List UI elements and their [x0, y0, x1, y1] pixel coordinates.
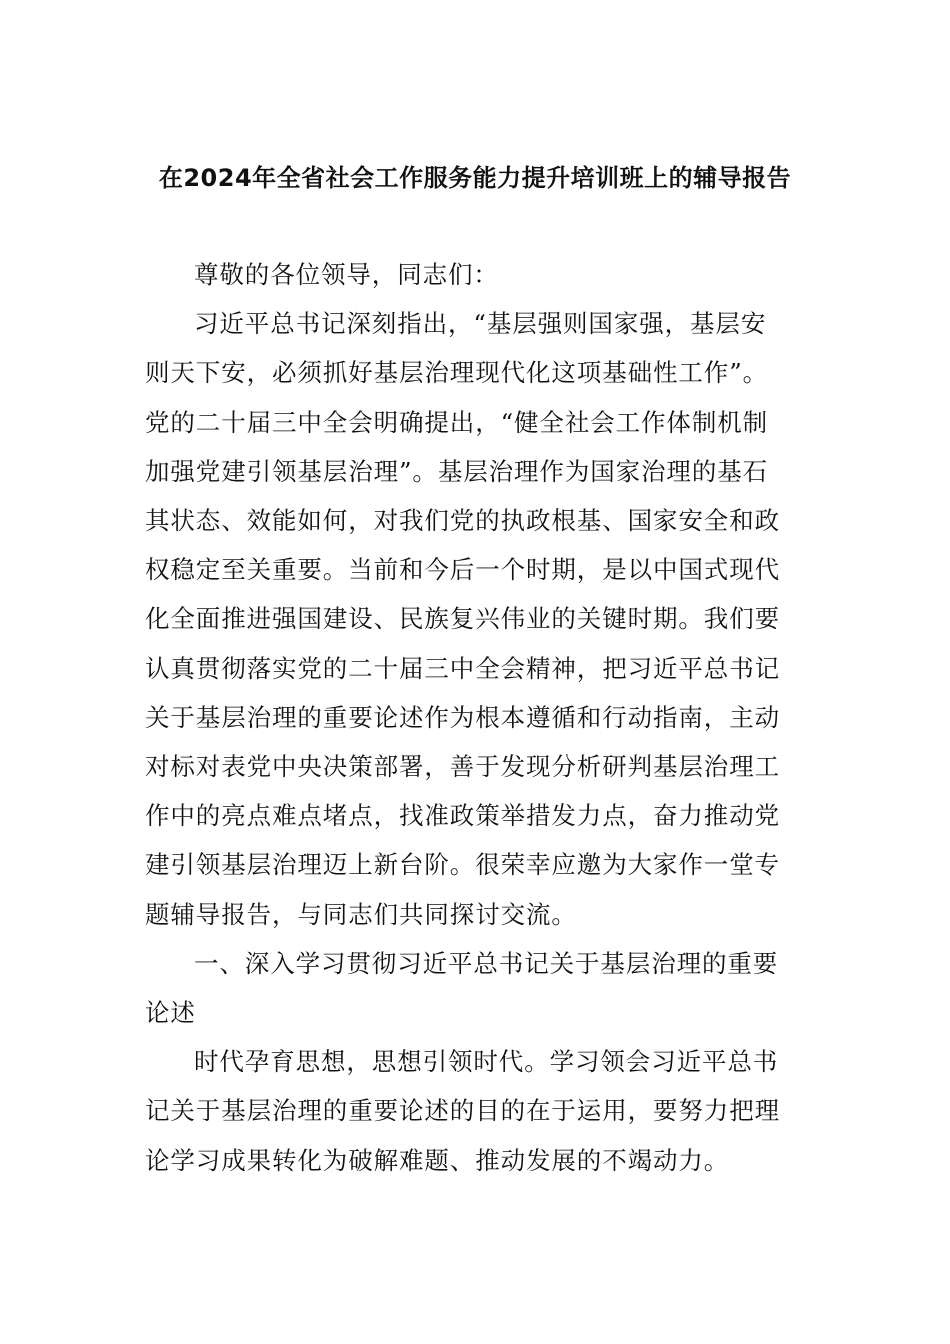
document-body	[145, 250, 805, 1185]
intro-line: 关于基层治理的重要论述作为根本遵循和行动指南，主动	[145, 702, 780, 732]
intro-line: 加强党建引领基层治理”。基层治理作为国家治理的基石	[145, 456, 769, 486]
intro-line: 化全面推进强国建设、民族复兴伟业的关键时期。我们要	[145, 604, 780, 634]
intro-line: 党的二十届三中全会明确提出，“健全社会工作体制机制	[145, 407, 769, 437]
section-heading	[145, 939, 805, 1037]
salutation-text: 尊敬的各位领导，同志们：	[194, 260, 499, 289]
intro-line: 其状态、效能如何，对我们党的执政根基、国家安全和政	[145, 506, 780, 536]
section-heading-line: 一、深入学习贯彻习近平总书记关于基层治理的重要	[194, 948, 779, 978]
section-paragraph	[145, 1037, 805, 1185]
intro-line: 对标对表党中央决策部署，善于发现分析研判基层治理工	[145, 752, 780, 782]
intro-line: 习近平总书记深刻指出，“基层强则国家强，基层安	[194, 309, 767, 339]
intro-line: 则天下安，必须抓好基层治理现代化这项基础性工作”。	[145, 358, 769, 388]
section-heading-line: 论述	[145, 998, 196, 1028]
intro-line: 权稳定至关重要。当前和今后一个时期，是以中国式现代	[145, 555, 780, 585]
intro-line: 建引领基层治理迈上新台阶。很荣幸应邀为大家作一堂专	[145, 850, 780, 880]
section-line: 时代孕育思想，思想引领时代。学习领会习近平总书	[194, 1047, 779, 1077]
intro-line: 作中的亮点难点堵点，找准政策举措发力点，奋力推动党	[145, 801, 780, 831]
section-line: 论学习成果转化为破解难题、推动发展的不竭动力。	[145, 1145, 730, 1175]
salutation	[145, 250, 805, 299]
document-title: 在2024年全省社会工作服务能力提升培训班上的辅导报告	[158, 164, 792, 192]
intro-line: 认真贯彻落实党的二十届三中全会精神，把习近平总书记	[145, 653, 780, 683]
section-line: 记关于基层治理的重要论述的目的在于运用，要努力把理	[145, 1096, 780, 1126]
intro-paragraph	[145, 299, 805, 939]
intro-line: 题辅导报告，与同志们共同探讨交流。	[145, 899, 577, 929]
